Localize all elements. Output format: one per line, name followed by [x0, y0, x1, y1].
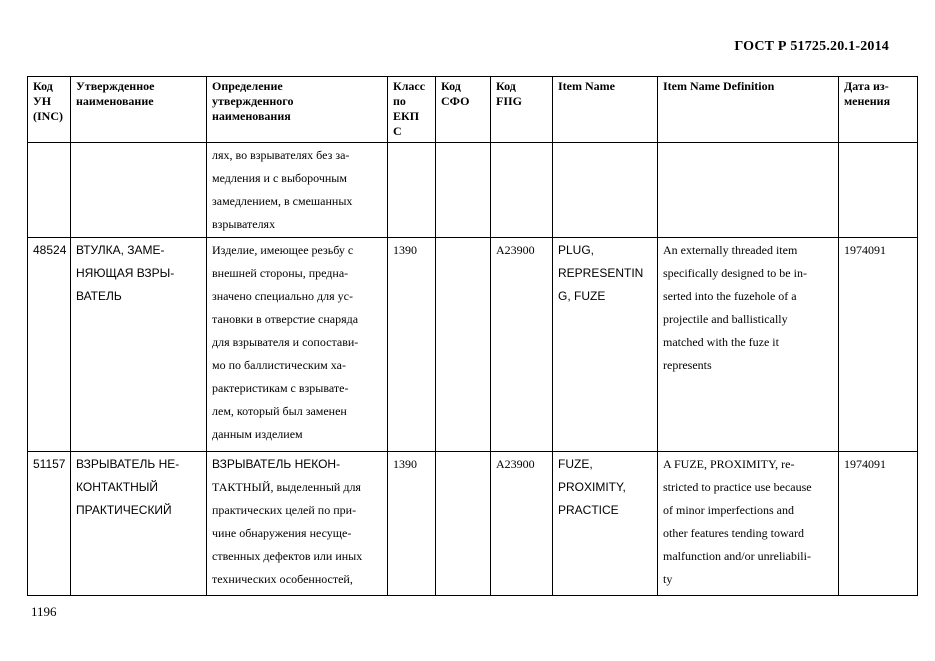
cell-fiig — [491, 143, 553, 238]
table-row — [28, 238, 918, 452]
cell-item-name: FUZE, PROXIMITY, PRACTICE — [553, 452, 658, 596]
cell-date: 1974091 — [839, 238, 918, 452]
cell-inc — [28, 143, 71, 238]
col-item-name: Item Name — [553, 77, 658, 143]
cell-date — [839, 143, 918, 238]
cell-class — [388, 143, 436, 238]
cell-class: 1390 — [388, 238, 436, 452]
col-item-name-definition: Item Name Definition — [658, 77, 839, 143]
col-sfo: Код СФО — [436, 77, 491, 143]
col-class: Класс по ЕКП С — [388, 77, 436, 143]
cell-sfo — [436, 238, 491, 452]
cell-date: 1974091 — [839, 452, 918, 596]
table-row — [28, 143, 918, 238]
cell-item-definition — [658, 143, 839, 238]
cell-definition: Изделие, имеющее резьбу с внешней стороны, предна- значено специально для ус- тановки в отверстие снаряда для взрывателя и сопостави- мо по баллистическим ха- рактеристикам с взрывате- лем, который был заменен данным изделием — [207, 238, 388, 452]
cell-item-name: PLUG, REPRESENTIN G, FUZE — [553, 238, 658, 452]
cell-definition: лях, во взрывателях без за- медления и с выборочным замедлением, в смешанных взрывателях — [207, 143, 388, 238]
cell-item-definition: An externally threaded item specifically designed to be in- serted into the fuzehole of a projectile and ballistically matched with the fuze it represents — [658, 238, 839, 452]
spec-table — [27, 76, 918, 596]
standard-code: ГОСТ Р 51725.20.1-2014 — [734, 39, 889, 54]
cell-definition: ВЗРЫВАТЕЛЬ НЕКОН- ТАКТНЫЙ, выделенный для практических целей по при- чине обнаружения несуще- ственных дефектов или иных технических особенностей, — [207, 452, 388, 596]
col-inc: Код УН (INC) — [28, 77, 71, 143]
cell-sfo — [436, 452, 491, 596]
col-fiig: Код FIIG — [491, 77, 553, 143]
cell-fiig: A23900 — [491, 238, 553, 452]
cell-name: ВЗРЫВАТЕЛЬ НЕ- КОНТАКТНЫЙ ПРАКТИЧЕСКИЙ — [71, 452, 207, 596]
cell-class: 1390 — [388, 452, 436, 596]
col-change-date: Дата из- менения — [839, 77, 918, 143]
cell-sfo — [436, 143, 491, 238]
cell-item-definition: A FUZE, PROXIMITY, re- stricted to practice use because of minor imperfections and other features tending toward malfunction and/or unreliabili- ty — [658, 452, 839, 596]
cell-name — [71, 143, 207, 238]
cell-inc: 51157 — [28, 452, 71, 596]
cell-item-name — [553, 143, 658, 238]
col-approved-name: Утвержденное наименование — [71, 77, 207, 143]
col-definition: Определение утвержденного наименования — [207, 77, 388, 143]
page-number: 1196 — [31, 604, 57, 619]
cell-inc: 48524 — [28, 238, 71, 452]
table-header-row — [28, 77, 918, 143]
table-row — [28, 452, 918, 596]
cell-fiig: A23900 — [491, 452, 553, 596]
cell-name: ВТУЛКА, ЗАМЕ- НЯЮЩАЯ ВЗРЫ- ВАТЕЛЬ — [71, 238, 207, 452]
